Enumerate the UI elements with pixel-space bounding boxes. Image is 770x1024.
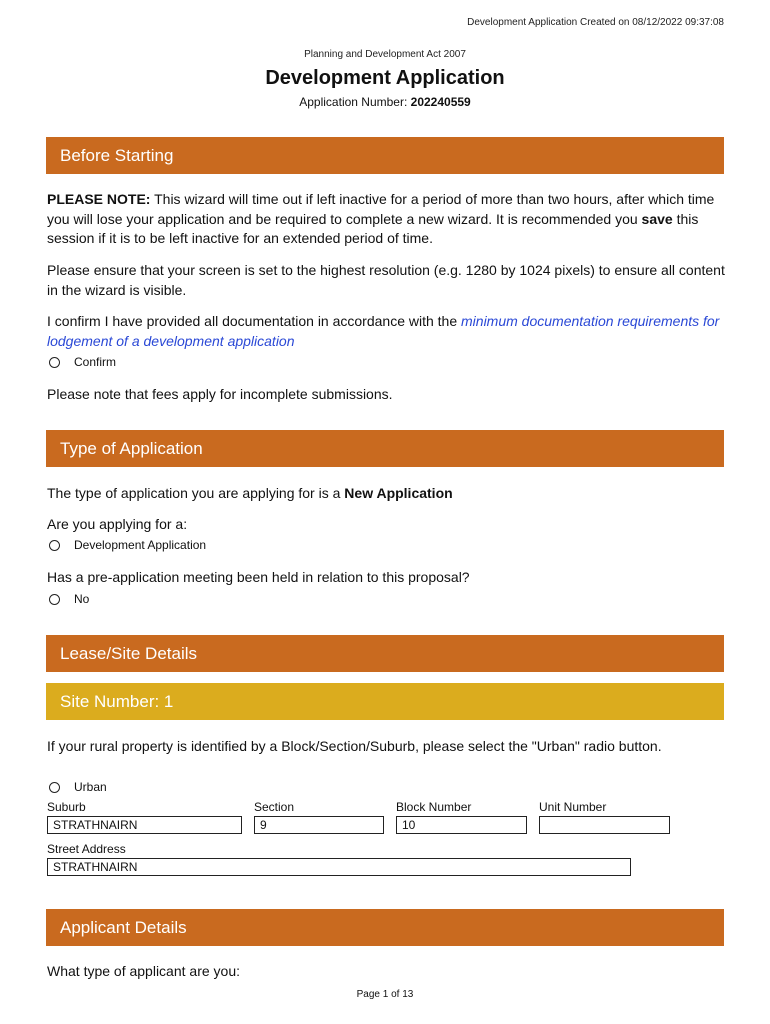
confirm-radio-label: Confirm: [74, 355, 117, 369]
application-number-label: Application Number:: [299, 95, 408, 109]
suburb-field[interactable]: STRATHNAIRN: [47, 816, 242, 834]
confirm-text: I confirm I have provided all documentation in accordance with the: [47, 313, 462, 329]
urban-label: Urban: [74, 780, 107, 794]
section-label: Section: [254, 800, 295, 814]
page-title: Development Application: [265, 67, 505, 89]
no-label: No: [74, 592, 90, 606]
application-number-value: 202240559: [410, 95, 471, 109]
application-type-statement: [47, 484, 727, 504]
application-type-text: The type of application you are applying for is a: [47, 485, 345, 501]
fees-note: Please note that fees apply for incomplete submissions.: [47, 386, 393, 402]
section-before-starting: Before Starting: [46, 137, 724, 174]
resolution-note: Please ensure that your screen is set to the highest resolution (e.g. 1280 by 1024 pixels) to ensure all content in the wizard is visible.: [47, 262, 725, 298]
suburb-label: Suburb: [47, 800, 86, 814]
no-radio[interactable]: [49, 594, 60, 605]
confirm-statement: [47, 312, 727, 351]
confirm-option[interactable]: [49, 355, 116, 369]
pre-application-question: Has a pre-application meeting been held in relation to this proposal?: [47, 569, 470, 585]
note-save: save: [641, 210, 673, 227]
development-application-option[interactable]: [49, 538, 206, 552]
note-text-1: This wizard will time out if left inactive for a period of more than two hours, after which time you will lose your application and be required to complete a new wizard. It is recommended you: [47, 191, 715, 227]
unit-number-label: Unit Number: [539, 800, 607, 814]
unit-number-field[interactable]: [539, 816, 670, 834]
documentation-link[interactable]: minimum documentation requirements for lodgement of a development application: [47, 313, 720, 349]
section-type-of-application: Type of Application: [46, 430, 724, 467]
created-timestamp: Development Application Created on 08/12/2022 09:37:08: [467, 17, 724, 28]
are-you-applying-question: Are you applying for a:: [47, 516, 188, 532]
application-number: [0, 95, 770, 109]
urban-radio[interactable]: [49, 782, 60, 793]
section-field[interactable]: 9: [254, 816, 384, 834]
act-reference: Planning and Development Act 2007: [304, 49, 466, 60]
timeout-note: [47, 190, 727, 249]
section-lease-site-details: Lease/Site Details: [46, 635, 724, 672]
urban-option[interactable]: [49, 780, 107, 794]
applicant-type-question: What type of applicant are you:: [47, 963, 240, 979]
section-applicant-details: Applicant Details: [46, 909, 724, 946]
no-option[interactable]: [49, 592, 89, 606]
block-number-label: Block Number: [396, 800, 472, 814]
note-bold: PLEASE NOTE:: [47, 191, 151, 207]
application-type-value: New Application: [344, 485, 453, 501]
street-address-field[interactable]: STRATHNAIRN: [47, 858, 631, 876]
note-text-2: this session if it is to be left inactive for an extended period of time.: [47, 210, 699, 246]
street-address-label: Street Address: [47, 842, 126, 856]
rural-property-note: If your rural property is identified by a Block/Section/Suburb, please select the "Urban" radio button.: [47, 738, 662, 754]
section-site-number: Site Number: 1: [46, 683, 724, 720]
development-application-radio[interactable]: [49, 540, 60, 551]
page-number: Page 1 of 13: [356, 989, 414, 1000]
development-application-label: Development Application: [74, 538, 207, 552]
block-number-field[interactable]: 10: [396, 816, 527, 834]
confirm-radio[interactable]: [49, 357, 60, 368]
